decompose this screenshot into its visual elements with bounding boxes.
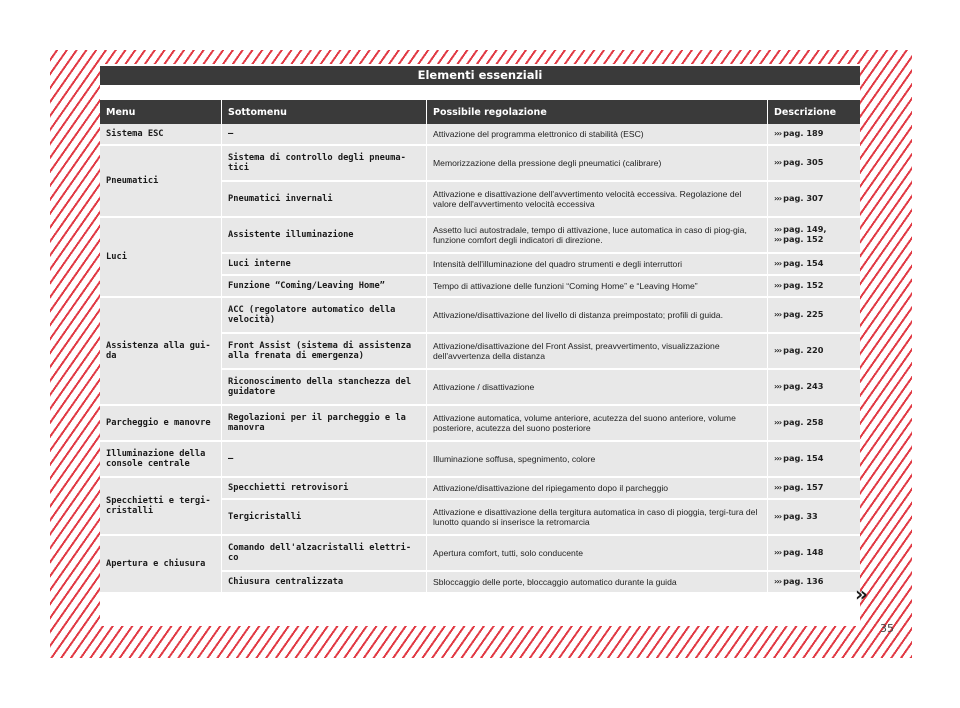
description-cell xyxy=(768,572,860,594)
menu-cell: Apertura e chiusura xyxy=(100,536,222,594)
page-reference-link[interactable] xyxy=(774,548,854,558)
page-reference-link[interactable] xyxy=(774,483,854,493)
page-reference-text: pag. 148 xyxy=(783,547,824,558)
setting-cell: Attivazione e disattivazione della tergitura automatica in caso di pioggia, tergi-tura del lunotto quando si inserisce la retromarcia xyxy=(427,500,768,536)
setting-cell: Attivazione/disattivazione del livello di distanza preimpostato; profili di guida. xyxy=(427,298,768,334)
table-row xyxy=(100,146,860,182)
menu-cell: Parcheggio e manovre xyxy=(100,406,222,442)
submenu-cell: Funzione “Coming/Leaving Home” xyxy=(222,276,427,298)
submenu-cell: Tergicristalli xyxy=(222,500,427,536)
page-reference-link[interactable] xyxy=(774,281,854,291)
continue-arrow-icon: » xyxy=(855,582,868,606)
header-descrizione: Descrizione xyxy=(768,100,860,124)
submenu-cell: Luci interne xyxy=(222,254,427,276)
header-menu: Menu xyxy=(100,100,222,124)
page-reference-link[interactable] xyxy=(774,577,854,587)
description-cell xyxy=(768,276,860,298)
description-cell xyxy=(768,182,860,218)
table-row xyxy=(100,218,860,254)
setting-cell: Apertura comfort, tutti, solo conducente xyxy=(427,536,768,572)
page-reference-link[interactable] xyxy=(774,310,854,320)
menu-cell: Sistema ESC xyxy=(100,124,222,146)
table-row xyxy=(100,406,860,442)
page-reference-text: pag. 243 xyxy=(783,381,824,392)
settings-table xyxy=(100,100,860,594)
setting-cell: Attivazione/disattivazione del ripiegamento dopo il parcheggio xyxy=(427,478,768,500)
setting-cell: Attivazione/disattivazione del Front Assist, preavvertimento, visualizzazione dell'avvertenza della distanza xyxy=(427,334,768,370)
submenu-cell: Specchietti retrovisori xyxy=(222,478,427,500)
reference-arrow-icon: ››› xyxy=(774,345,782,356)
reference-arrow-icon: ››› xyxy=(774,511,782,522)
reference-arrow-icon: ››› xyxy=(774,193,782,204)
submenu-cell: – xyxy=(222,442,427,478)
reference-arrow-icon: ››› xyxy=(774,417,782,428)
description-cell xyxy=(768,478,860,500)
table-row xyxy=(100,536,860,572)
page-reference-text: pag. 33 xyxy=(783,511,818,522)
description-cell xyxy=(768,442,860,478)
reference-arrow-icon: ››› xyxy=(774,157,782,168)
header-regolazione: Possibile regolazione xyxy=(427,100,768,124)
page-reference-link[interactable] xyxy=(774,382,854,392)
table-row xyxy=(100,124,860,146)
description-cell xyxy=(768,218,860,254)
description-cell xyxy=(768,334,860,370)
setting-cell: Intensità dell'illuminazione del quadro strumenti e degli interruttori xyxy=(427,254,768,276)
menu-cell: Assistenza alla gui-da xyxy=(100,298,222,406)
page-reference-link[interactable] xyxy=(774,158,854,168)
section-title: Elementi essenziali xyxy=(100,66,860,85)
page-reference-link[interactable] xyxy=(774,346,854,356)
page-reference-link[interactable] xyxy=(774,418,854,428)
description-cell xyxy=(768,500,860,536)
page-reference-text: pag. 154 xyxy=(783,258,824,269)
reference-arrow-icon: ››› xyxy=(774,280,782,291)
menu-cell: Luci xyxy=(100,218,222,298)
menu-cell: Specchietti e tergi-cristalli xyxy=(100,478,222,536)
page-reference-text: pag. 189 xyxy=(783,128,824,139)
table-row xyxy=(100,442,860,478)
page-reference-text: pag. 154 xyxy=(783,453,824,464)
page-reference-text: pag. 258 xyxy=(783,417,824,428)
setting-cell: Memorizzazione della pressione degli pneumatici (calibrare) xyxy=(427,146,768,182)
page-reference-link[interactable] xyxy=(774,512,854,522)
submenu-cell: Riconoscimento della stanchezza del guidatore xyxy=(222,370,427,406)
page-reference-link[interactable] xyxy=(774,235,854,245)
page-reference-link[interactable] xyxy=(774,194,854,204)
setting-cell: Assetto luci autostradale, tempo di attivazione, luce automatica in caso di piog-gia, funzione comfort degli indicatori di direzione. xyxy=(427,218,768,254)
reference-arrow-icon: ››› xyxy=(774,224,782,235)
submenu-cell: Pneumatici invernali xyxy=(222,182,427,218)
header-sottomenu: Sottomenu xyxy=(222,100,427,124)
submenu-cell: Assistente illuminazione xyxy=(222,218,427,254)
reference-arrow-icon: ››› xyxy=(774,128,782,139)
table-row xyxy=(100,478,860,500)
reference-arrow-icon: ››› xyxy=(774,258,782,269)
reference-arrow-icon: ››› xyxy=(774,482,782,493)
description-cell xyxy=(768,124,860,146)
submenu-cell: Regolazioni per il parcheggio e la manovra xyxy=(222,406,427,442)
setting-cell: Illuminazione soffusa, spegnimento, colore xyxy=(427,442,768,478)
menu-cell: Illuminazione della console centrale xyxy=(100,442,222,478)
setting-cell: Attivazione / disattivazione xyxy=(427,370,768,406)
page-reference-text: pag. 305 xyxy=(783,157,824,168)
page-reference-link[interactable] xyxy=(774,129,854,139)
menu-cell: Pneumatici xyxy=(100,146,222,218)
reference-arrow-icon: ››› xyxy=(774,453,782,464)
description-cell xyxy=(768,370,860,406)
page-reference-text: pag. 225 xyxy=(783,309,824,320)
page-reference-text: pag. 152 xyxy=(783,234,824,244)
reference-arrow-icon: ››› xyxy=(774,547,782,558)
page-reference-link[interactable] xyxy=(774,259,854,269)
reference-arrow-icon: ››› xyxy=(774,381,782,392)
page-reference-text: pag. 149, xyxy=(783,224,827,235)
page-reference-text: pag. 307 xyxy=(783,193,824,204)
description-cell xyxy=(768,146,860,182)
submenu-cell: Comando dell'alzacristalli elettri-co xyxy=(222,536,427,572)
page-reference-text: pag. 220 xyxy=(783,345,824,356)
page-reference-text: pag. 152 xyxy=(783,280,824,291)
setting-cell: Attivazione del programma elettronico di stabilità (ESC) xyxy=(427,124,768,146)
setting-cell: Attivazione e disattivazione dell'avvertimento velocità eccessiva. Regolazione del valore dell'avvertimento velocità eccessiva xyxy=(427,182,768,218)
page-number: 35 xyxy=(880,622,894,635)
description-cell xyxy=(768,298,860,334)
page-reference-text: pag. 136 xyxy=(783,576,824,587)
submenu-cell: Sistema di controllo degli pneuma-tici xyxy=(222,146,427,182)
reference-arrow-icon: ››› xyxy=(774,234,782,244)
page-reference-link[interactable] xyxy=(774,454,854,464)
setting-cell: Sbloccaggio delle porte, bloccaggio automatico durante la guida xyxy=(427,572,768,594)
setting-cell: Attivazione automatica, volume anteriore, acutezza del suono anteriore, volume posteriore, acutezza del suono posteriore xyxy=(427,406,768,442)
description-cell xyxy=(768,406,860,442)
page-reference-text: pag. 157 xyxy=(783,482,824,493)
table-header-row xyxy=(100,100,860,124)
submenu-cell: ACC (regolatore automatico della velocità) xyxy=(222,298,427,334)
description-cell xyxy=(768,536,860,572)
setting-cell: Tempo di attivazione delle funzioni “Coming Home” e “Leaving Home” xyxy=(427,276,768,298)
submenu-cell: – xyxy=(222,124,427,146)
submenu-cell: Front Assist (sistema di assistenza alla frenata di emergenza) xyxy=(222,334,427,370)
submenu-cell: Chiusura centralizzata xyxy=(222,572,427,594)
reference-arrow-icon: ››› xyxy=(774,309,782,320)
table-row xyxy=(100,298,860,334)
reference-arrow-icon: ››› xyxy=(774,576,782,587)
description-cell xyxy=(768,254,860,276)
